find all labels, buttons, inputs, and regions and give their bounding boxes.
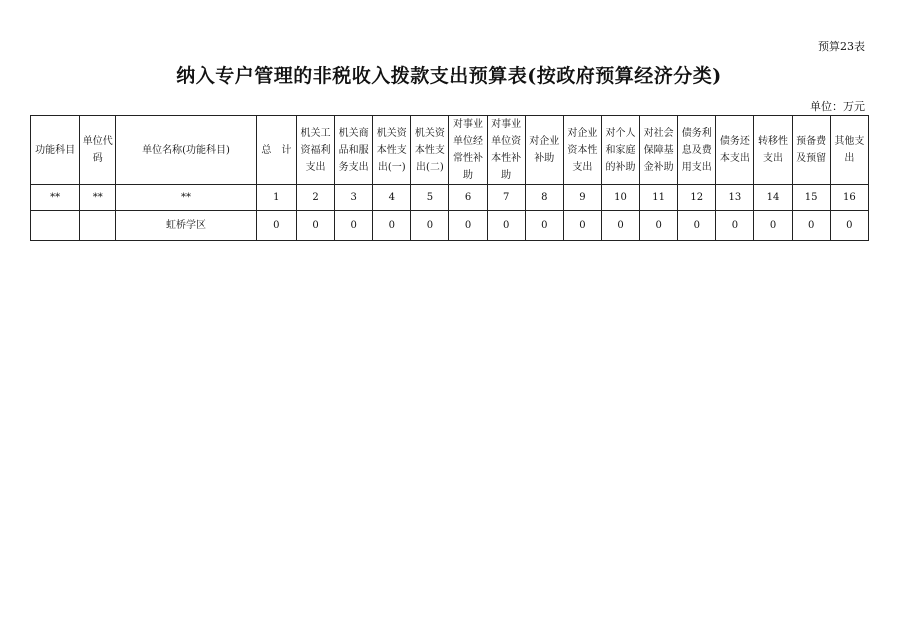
index-cell: ** [80,185,116,211]
table-cell: 0 [449,211,487,241]
header-cell: 预备费及预留 [792,116,830,185]
index-cell: ** [31,185,80,211]
index-cell: 16 [830,185,868,211]
header-cell: 机关工资福利支出 [296,116,334,185]
index-cell: 8 [525,185,563,211]
header-cell: 对社会保障基金补助 [640,116,678,185]
index-cell: 14 [754,185,792,211]
index-cell: 4 [373,185,411,211]
header-row [31,116,869,185]
index-cell: 6 [449,185,487,211]
index-row [31,185,869,211]
table-cell: 0 [525,211,563,241]
table-cell: 0 [601,211,639,241]
index-cell: 15 [792,185,830,211]
index-cell: 10 [601,185,639,211]
index-cell: 3 [335,185,373,211]
table-cell: 0 [487,211,525,241]
table-cell: 0 [830,211,868,241]
table-cell: 0 [640,211,678,241]
header-cell: 其他支出 [830,116,868,185]
index-cell: 2 [296,185,334,211]
table-row [31,211,869,241]
header-cell: 单位代码 [80,116,116,185]
header-cell: 对个人和家庭的补助 [601,116,639,185]
table-cell: 0 [335,211,373,241]
table-cell: 0 [754,211,792,241]
index-cell: ** [116,185,257,211]
table-cell [80,211,116,241]
header-cell: 对企业补助 [525,116,563,185]
index-cell: 1 [256,185,296,211]
table-cell: 虹桥学区 [116,211,257,241]
index-cell: 12 [678,185,716,211]
header-cell: 单位名称(功能科目) [116,116,257,185]
header-cell: 对事业单位经常性补助 [449,116,487,185]
table-cell: 0 [296,211,334,241]
index-cell: 11 [640,185,678,211]
table-number: 预算23表 [818,40,865,53]
table-cell: 0 [716,211,754,241]
unit-label: 单位：万元 [810,100,865,113]
table-cell: 0 [256,211,296,241]
table-cell: 0 [678,211,716,241]
header-cell: 债务还本支出 [716,116,754,185]
header-cell: 转移性支出 [754,116,792,185]
index-cell: 7 [487,185,525,211]
table-cell: 0 [411,211,449,241]
page-title: 纳入专户管理的非税收入拨款支出预算表(按政府预算经济分类) [176,65,722,87]
header-cell: 债务利息及费用支出 [678,116,716,185]
table-cell: 0 [792,211,830,241]
budget-table [30,115,869,241]
header-cell: 机关商品和服务支出 [335,116,373,185]
header-cell: 功能科目 [31,116,80,185]
header-cell: 机关资本性支出(二) [411,116,449,185]
table-cell: 0 [563,211,601,241]
table-cell [31,211,80,241]
index-cell: 13 [716,185,754,211]
index-cell: 9 [563,185,601,211]
header-cell: 机关资本性支出(一) [373,116,411,185]
header-cell: 总 计 [256,116,296,185]
table-cell: 0 [373,211,411,241]
index-cell: 5 [411,185,449,211]
header-cell: 对企业资本性支出 [563,116,601,185]
header-cell: 对事业单位资本性补助 [487,116,525,185]
